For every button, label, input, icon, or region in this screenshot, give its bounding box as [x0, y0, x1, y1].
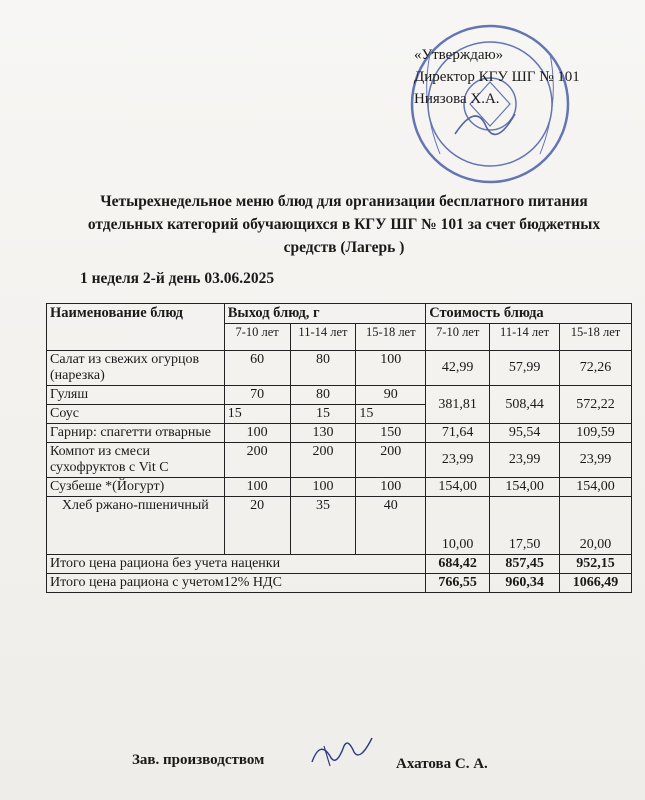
table-row [47, 351, 632, 386]
cost-cell: 95,54 [490, 424, 560, 443]
yield-cell: 15 [290, 405, 356, 424]
approval-heading: «Утверждаю» [414, 47, 504, 63]
yield-cell: 100 [356, 351, 426, 386]
header-yield: Выход блюд, г [224, 304, 426, 324]
cost-cell: 72,26 [560, 351, 632, 386]
cost-cell: 42,99 [426, 351, 490, 386]
handwritten-signature [302, 734, 382, 774]
age-group-cell: 15-18 лет [356, 324, 426, 351]
age-group-cell: 7-10 лет [426, 324, 490, 351]
total-cost-cell: 960,34 [490, 574, 560, 593]
cost-cell: 154,00 [560, 478, 632, 497]
yield-cell: 100 [356, 478, 426, 497]
yield-cell: 100 [224, 478, 290, 497]
total-cost-cell: 857,45 [490, 555, 560, 574]
document-title: Четырехнедельное меню блюд для организации бесплатного питания отдельных категорий обучающихся в КГУ ШГ № 101 за счет бюджетных средств (Лагерь ) [87, 193, 601, 256]
yield-cell: 40 [356, 497, 426, 555]
cost-cell: 57,99 [490, 351, 560, 386]
total-cost-cell: 766,55 [426, 574, 490, 593]
yield-cell: 80 [290, 386, 356, 405]
yield-cell: 200 [224, 443, 290, 478]
dish-name: Сузбеше *(Йогурт) [47, 478, 225, 497]
cost-cell: 109,59 [560, 424, 632, 443]
yield-cell: 80 [290, 351, 356, 386]
yield-cell: 70 [224, 386, 290, 405]
dish-name: Салат из свежих огурцов (нарезка) [47, 351, 225, 386]
cost-cell: 71,64 [426, 424, 490, 443]
yield-cell: 100 [224, 424, 290, 443]
cost-cell: 23,99 [490, 443, 560, 478]
table-header-row [47, 304, 632, 324]
yield-cell: 200 [290, 443, 356, 478]
table-row [47, 424, 632, 443]
total-label: Итого цена рациона с учетом12% НДС [47, 574, 426, 593]
yield-cell: 15 [224, 405, 290, 424]
age-group-cell: 7-10 лет [224, 324, 290, 351]
yield-cell: 90 [356, 386, 426, 405]
yield-cell: 150 [356, 424, 426, 443]
week-day-label: 1 неделя 2-й день 03.06.2025 [80, 270, 275, 287]
table-row [47, 443, 632, 478]
dish-name: Гуляш [47, 386, 225, 405]
yield-cell: 35 [290, 497, 356, 555]
total-cost-cell: 684,42 [426, 555, 490, 574]
cost-cell: 20,00 [560, 497, 632, 555]
table-row [47, 478, 632, 497]
yield-cell: 130 [290, 424, 356, 443]
cost-cell: 381,81 [426, 386, 490, 424]
yield-cell: 20 [224, 497, 290, 555]
total-row [47, 555, 632, 574]
header-cost: Стоимость блюда [426, 304, 632, 324]
total-cost-cell: 952,15 [560, 555, 632, 574]
yield-cell: 200 [356, 443, 426, 478]
yield-cell: 60 [224, 351, 290, 386]
dish-name: Хлеб ржано-пшеничный [47, 497, 225, 555]
dish-name: Соус [47, 405, 225, 424]
approval-name: Ниязова Х.А. [414, 91, 500, 107]
yield-cell: 15 [356, 405, 426, 424]
signer-position: Зав. производством [132, 752, 265, 768]
cost-cell: 17,50 [490, 497, 560, 555]
cost-cell: 23,99 [560, 443, 632, 478]
cost-cell: 508,44 [490, 386, 560, 424]
age-group-cell: 11-14 лет [290, 324, 356, 351]
age-group-cell: 15-18 лет [560, 324, 632, 351]
signer-name: Ахатова С. А. [396, 756, 488, 772]
total-row [47, 574, 632, 593]
total-cost-cell: 1066,49 [560, 574, 632, 593]
yield-cell: 100 [290, 478, 356, 497]
header-dish-name: Наименование блюд [47, 304, 225, 351]
table-row [47, 497, 632, 555]
cost-cell: 572,22 [560, 386, 632, 424]
cost-cell: 154,00 [490, 478, 560, 497]
dish-name: Компот из смеси сухофруктов с Vit C [47, 443, 225, 478]
approval-position: Директор КГУ ШГ № 101 [414, 69, 580, 85]
cost-cell: 23,99 [426, 443, 490, 478]
table-row [47, 386, 632, 405]
cost-cell: 10,00 [426, 497, 490, 555]
dish-name: Гарнир: спагетти отварные [47, 424, 225, 443]
approval-block [414, 44, 614, 110]
menu-table [46, 303, 632, 593]
cost-cell: 154,00 [426, 478, 490, 497]
age-group-cell: 11-14 лет [490, 324, 560, 351]
total-label: Итого цена рациона без учета наценки [47, 555, 426, 574]
